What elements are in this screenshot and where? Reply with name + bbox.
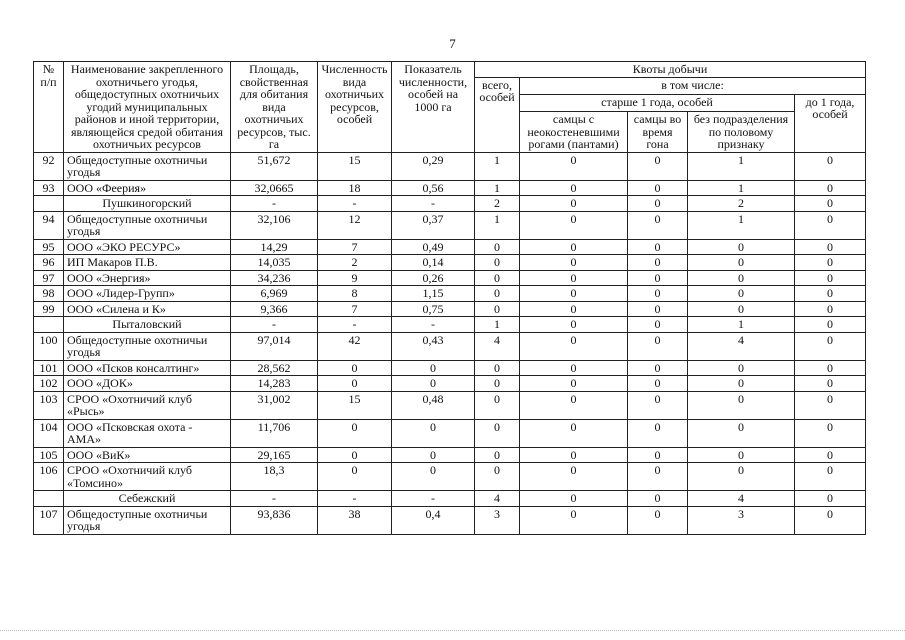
header-row-1 bbox=[34, 62, 866, 78]
cell-count: 8 bbox=[318, 286, 392, 302]
cell-nosex: 2 bbox=[688, 196, 795, 212]
cell-total: 4 bbox=[475, 491, 520, 507]
cell-rut: 0 bbox=[628, 447, 688, 463]
cell-antlers: 0 bbox=[520, 270, 628, 286]
cell-name: ООО «Энергия» bbox=[64, 270, 231, 286]
cell-total: 3 bbox=[475, 506, 520, 534]
page-number: 7 bbox=[449, 36, 456, 51]
cell-density: 0,37 bbox=[392, 211, 475, 239]
cell-num bbox=[34, 491, 64, 507]
cell-rut: 0 bbox=[628, 301, 688, 317]
cell-area: 28,562 bbox=[231, 360, 318, 376]
cell-antlers: 0 bbox=[520, 317, 628, 333]
cell-total: 1 bbox=[475, 211, 520, 239]
scan-edge bbox=[0, 630, 905, 633]
cell-nosex: 0 bbox=[688, 391, 795, 419]
cell-count: 38 bbox=[318, 506, 392, 534]
cell-nosex: 0 bbox=[688, 286, 795, 302]
cell-antlers: 0 bbox=[520, 180, 628, 196]
cell-name: ООО «ВиК» bbox=[64, 447, 231, 463]
cell-num: 104 bbox=[34, 419, 64, 447]
cell-nosex: 0 bbox=[688, 376, 795, 392]
cell-density: 0 bbox=[392, 419, 475, 447]
table-row bbox=[34, 255, 866, 271]
cell-total: 0 bbox=[475, 239, 520, 255]
cell-antlers: 0 bbox=[520, 419, 628, 447]
cell-antlers: 0 bbox=[520, 239, 628, 255]
cell-young: 0 bbox=[795, 447, 866, 463]
cell-rut: 0 bbox=[628, 196, 688, 212]
cell-density: - bbox=[392, 491, 475, 507]
cell-num: 92 bbox=[34, 152, 64, 180]
header-name: Наименование закрепленного охотничьего угодья, общедоступных охотничьих угодий муниципальных районов и иной территории, являющейся средой обитания охотничьих ресурсов bbox=[64, 62, 231, 153]
cell-nosex: 0 bbox=[688, 360, 795, 376]
cell-count: 0 bbox=[318, 360, 392, 376]
cell-nosex: 0 bbox=[688, 447, 795, 463]
header-antlers: самцы с неокостеневшими рогами (пантами) bbox=[520, 112, 628, 153]
cell-antlers: 0 bbox=[520, 301, 628, 317]
cell-density: 1,15 bbox=[392, 286, 475, 302]
cell-nosex: 0 bbox=[688, 270, 795, 286]
cell-area: 6,969 bbox=[231, 286, 318, 302]
cell-num: 95 bbox=[34, 239, 64, 255]
cell-num: 96 bbox=[34, 255, 64, 271]
cell-nosex: 1 bbox=[688, 317, 795, 333]
cell-count: 12 bbox=[318, 211, 392, 239]
cell-rut: 0 bbox=[628, 391, 688, 419]
cell-young: 0 bbox=[795, 419, 866, 447]
cell-density: 0 bbox=[392, 447, 475, 463]
header-rut: самцы во время гона bbox=[628, 112, 688, 153]
cell-young: 0 bbox=[795, 376, 866, 392]
cell-name: ООО «Силена и К» bbox=[64, 301, 231, 317]
cell-num: 101 bbox=[34, 360, 64, 376]
cell-rut: 0 bbox=[628, 180, 688, 196]
cell-total: 0 bbox=[475, 270, 520, 286]
cell-antlers: 0 bbox=[520, 491, 628, 507]
cell-num: 106 bbox=[34, 463, 64, 491]
cell-nosex: 3 bbox=[688, 506, 795, 534]
cell-rut: 0 bbox=[628, 332, 688, 360]
cell-area: 34,236 bbox=[231, 270, 318, 286]
cell-antlers: 0 bbox=[520, 332, 628, 360]
cell-young: 0 bbox=[795, 255, 866, 271]
cell-num: 94 bbox=[34, 211, 64, 239]
header-quotas: Квоты добычи bbox=[475, 62, 866, 78]
cell-nosex: 4 bbox=[688, 491, 795, 507]
header-total: всего, особей bbox=[475, 77, 520, 152]
table-row bbox=[34, 332, 866, 360]
table-row bbox=[34, 180, 866, 196]
cell-density: 0,56 bbox=[392, 180, 475, 196]
header-area: Площадь, свойственная для обитания вида охотничьих ресурсов, тыс. га bbox=[231, 62, 318, 153]
cell-name: Общедоступные охотничьи угодья bbox=[64, 506, 231, 534]
cell-count: 2 bbox=[318, 255, 392, 271]
cell-name: ООО «Феерия» bbox=[64, 180, 231, 196]
cell-young: 0 bbox=[795, 239, 866, 255]
cell-total: 0 bbox=[475, 301, 520, 317]
table-row bbox=[34, 506, 866, 534]
cell-area: 93,836 bbox=[231, 506, 318, 534]
cell-name: Общедоступные охотничьи угодья bbox=[64, 211, 231, 239]
cell-young: 0 bbox=[795, 506, 866, 534]
cell-num bbox=[34, 317, 64, 333]
cell-rut: 0 bbox=[628, 491, 688, 507]
cell-num: 99 bbox=[34, 301, 64, 317]
cell-total: 1 bbox=[475, 180, 520, 196]
cell-young: 0 bbox=[795, 491, 866, 507]
header-density: Показатель численности, особей на 1000 га bbox=[392, 62, 475, 153]
table-row bbox=[34, 376, 866, 392]
header-including: в том числе: bbox=[520, 77, 866, 94]
cell-total: 0 bbox=[475, 391, 520, 419]
cell-name: Пыталовский bbox=[64, 317, 231, 333]
cell-rut: 0 bbox=[628, 270, 688, 286]
cell-rut: 0 bbox=[628, 286, 688, 302]
cell-name: Общедоступные охотничьи угодья bbox=[64, 332, 231, 360]
cell-name: ООО «ДОК» bbox=[64, 376, 231, 392]
cell-num: 102 bbox=[34, 376, 64, 392]
cell-young: 0 bbox=[795, 180, 866, 196]
table-row bbox=[34, 301, 866, 317]
cell-area: 18,3 bbox=[231, 463, 318, 491]
cell-area: - bbox=[231, 196, 318, 212]
section-row bbox=[34, 317, 866, 333]
cell-young: 0 bbox=[795, 270, 866, 286]
cell-total: 0 bbox=[475, 286, 520, 302]
cell-area: 29,165 bbox=[231, 447, 318, 463]
cell-rut: 0 bbox=[628, 317, 688, 333]
cell-name: СРОО «Охотничий клуб «Рысь» bbox=[64, 391, 231, 419]
cell-antlers: 0 bbox=[520, 391, 628, 419]
header-num: № п/п bbox=[34, 62, 64, 153]
cell-area: 14,035 bbox=[231, 255, 318, 271]
cell-area: - bbox=[231, 317, 318, 333]
table-body bbox=[34, 152, 866, 534]
cell-antlers: 0 bbox=[520, 211, 628, 239]
table-row bbox=[34, 419, 866, 447]
cell-rut: 0 bbox=[628, 152, 688, 180]
table-row bbox=[34, 239, 866, 255]
cell-total: 0 bbox=[475, 463, 520, 491]
cell-young: 0 bbox=[795, 360, 866, 376]
table-row bbox=[34, 270, 866, 286]
cell-count: 7 bbox=[318, 301, 392, 317]
cell-total: 0 bbox=[475, 360, 520, 376]
header-young: до 1 года, особей bbox=[795, 94, 866, 152]
cell-num bbox=[34, 196, 64, 212]
quota-table bbox=[33, 61, 866, 535]
cell-count: 18 bbox=[318, 180, 392, 196]
cell-young: 0 bbox=[795, 211, 866, 239]
cell-young: 0 bbox=[795, 152, 866, 180]
table-row bbox=[34, 286, 866, 302]
section-row bbox=[34, 196, 866, 212]
cell-antlers: 0 bbox=[520, 196, 628, 212]
cell-num: 107 bbox=[34, 506, 64, 534]
cell-density: 0,48 bbox=[392, 391, 475, 419]
cell-nosex: 0 bbox=[688, 239, 795, 255]
cell-density: 0,26 bbox=[392, 270, 475, 286]
cell-total: 0 bbox=[475, 447, 520, 463]
cell-count: 7 bbox=[318, 239, 392, 255]
table-row bbox=[34, 447, 866, 463]
table-row bbox=[34, 463, 866, 491]
cell-count: - bbox=[318, 491, 392, 507]
cell-name: Пушкиногорский bbox=[64, 196, 231, 212]
cell-young: 0 bbox=[795, 196, 866, 212]
cell-nosex: 0 bbox=[688, 301, 795, 317]
cell-total: 0 bbox=[475, 255, 520, 271]
cell-density: - bbox=[392, 317, 475, 333]
cell-name: ООО «Лидер-Групп» bbox=[64, 286, 231, 302]
cell-count: 42 bbox=[318, 332, 392, 360]
header-older: старше 1 года, особей bbox=[520, 94, 795, 111]
cell-antlers: 0 bbox=[520, 376, 628, 392]
cell-num: 97 bbox=[34, 270, 64, 286]
cell-count: 0 bbox=[318, 419, 392, 447]
cell-nosex: 4 bbox=[688, 332, 795, 360]
cell-num: 100 bbox=[34, 332, 64, 360]
cell-nosex: 0 bbox=[688, 419, 795, 447]
cell-area: 9,366 bbox=[231, 301, 318, 317]
cell-density: 0,75 bbox=[392, 301, 475, 317]
cell-area: 14,283 bbox=[231, 376, 318, 392]
cell-count: 15 bbox=[318, 152, 392, 180]
cell-nosex: 0 bbox=[688, 463, 795, 491]
cell-density: 0 bbox=[392, 376, 475, 392]
cell-density: 0,14 bbox=[392, 255, 475, 271]
header-nosex: без подразделения по половому признаку bbox=[688, 112, 795, 153]
cell-antlers: 0 bbox=[520, 152, 628, 180]
cell-antlers: 0 bbox=[520, 506, 628, 534]
cell-antlers: 0 bbox=[520, 447, 628, 463]
cell-count: 15 bbox=[318, 391, 392, 419]
table-row bbox=[34, 211, 866, 239]
cell-area: 97,014 bbox=[231, 332, 318, 360]
cell-antlers: 0 bbox=[520, 360, 628, 376]
cell-area: 32,0665 bbox=[231, 180, 318, 196]
cell-rut: 0 bbox=[628, 239, 688, 255]
cell-name: Себежский bbox=[64, 491, 231, 507]
cell-name: СРОО «Охотничий клуб «Томсино» bbox=[64, 463, 231, 491]
cell-total: 4 bbox=[475, 332, 520, 360]
cell-count: - bbox=[318, 317, 392, 333]
cell-area: 14,29 bbox=[231, 239, 318, 255]
cell-antlers: 0 bbox=[520, 286, 628, 302]
cell-area: 11,706 bbox=[231, 419, 318, 447]
header-count: Численность вида охотничьих ресурсов, особей bbox=[318, 62, 392, 153]
cell-count: 0 bbox=[318, 463, 392, 491]
cell-rut: 0 bbox=[628, 376, 688, 392]
cell-area: 32,106 bbox=[231, 211, 318, 239]
cell-num: 93 bbox=[34, 180, 64, 196]
cell-density: 0,49 bbox=[392, 239, 475, 255]
cell-count: 0 bbox=[318, 376, 392, 392]
cell-young: 0 bbox=[795, 286, 866, 302]
cell-density: 0,29 bbox=[392, 152, 475, 180]
cell-rut: 0 bbox=[628, 463, 688, 491]
cell-density: 0 bbox=[392, 360, 475, 376]
cell-density: 0 bbox=[392, 463, 475, 491]
cell-density: 0,4 bbox=[392, 506, 475, 534]
cell-young: 0 bbox=[795, 463, 866, 491]
cell-name: ООО «ЭКО РЕСУРС» bbox=[64, 239, 231, 255]
table-row bbox=[34, 360, 866, 376]
section-row bbox=[34, 491, 866, 507]
cell-name: ООО «Псков консалтинг» bbox=[64, 360, 231, 376]
cell-rut: 0 bbox=[628, 211, 688, 239]
cell-total: 0 bbox=[475, 376, 520, 392]
cell-rut: 0 bbox=[628, 419, 688, 447]
cell-name: Общедоступные охотничьи угодья bbox=[64, 152, 231, 180]
cell-rut: 0 bbox=[628, 360, 688, 376]
cell-nosex: 1 bbox=[688, 152, 795, 180]
cell-density: 0,43 bbox=[392, 332, 475, 360]
cell-nosex: 0 bbox=[688, 255, 795, 271]
cell-count: - bbox=[318, 196, 392, 212]
cell-rut: 0 bbox=[628, 506, 688, 534]
cell-area: - bbox=[231, 491, 318, 507]
cell-total: 1 bbox=[475, 152, 520, 180]
cell-name: ООО «Псковская охота - АМА» bbox=[64, 419, 231, 447]
cell-antlers: 0 bbox=[520, 463, 628, 491]
cell-num: 103 bbox=[34, 391, 64, 419]
cell-num: 105 bbox=[34, 447, 64, 463]
cell-area: 31,002 bbox=[231, 391, 318, 419]
cell-total: 2 bbox=[475, 196, 520, 212]
cell-nosex: 1 bbox=[688, 180, 795, 196]
cell-nosex: 1 bbox=[688, 211, 795, 239]
cell-name: ИП Макаров П.В. bbox=[64, 255, 231, 271]
table-row bbox=[34, 391, 866, 419]
cell-density: - bbox=[392, 196, 475, 212]
cell-young: 0 bbox=[795, 301, 866, 317]
cell-total: 1 bbox=[475, 317, 520, 333]
cell-young: 0 bbox=[795, 391, 866, 419]
cell-young: 0 bbox=[795, 317, 866, 333]
cell-young: 0 bbox=[795, 332, 866, 360]
cell-rut: 0 bbox=[628, 255, 688, 271]
table-row bbox=[34, 152, 866, 180]
cell-total: 0 bbox=[475, 419, 520, 447]
cell-num: 98 bbox=[34, 286, 64, 302]
cell-antlers: 0 bbox=[520, 255, 628, 271]
cell-count: 9 bbox=[318, 270, 392, 286]
cell-count: 0 bbox=[318, 447, 392, 463]
cell-area: 51,672 bbox=[231, 152, 318, 180]
